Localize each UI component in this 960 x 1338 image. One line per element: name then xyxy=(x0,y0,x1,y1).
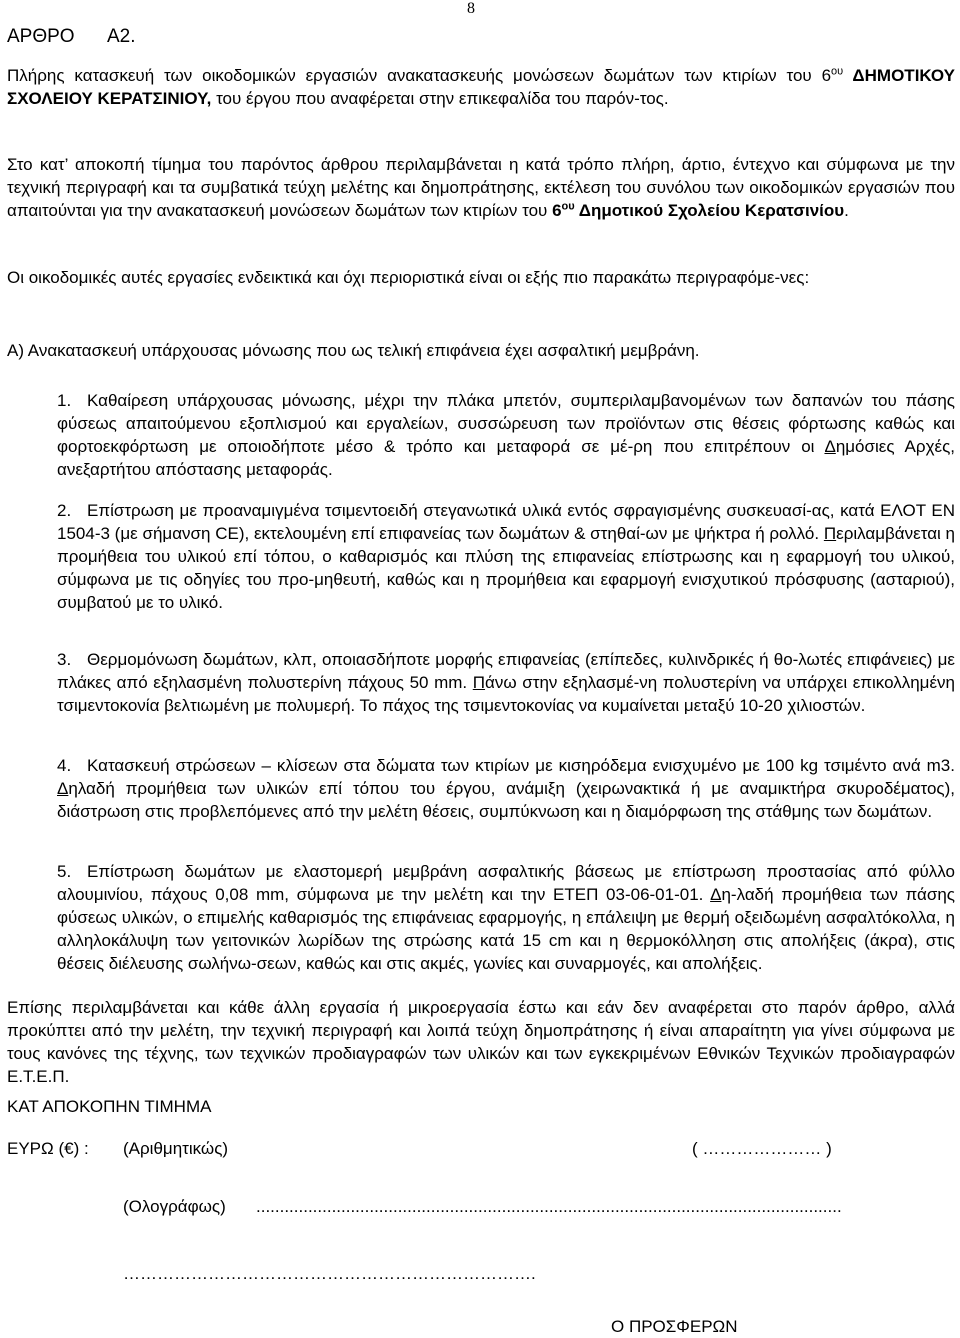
lump-sum-heading: ΚΑΤ ΑΠΟΚΟΠΗΝ ΤΙΜΗΜΑ xyxy=(7,1097,212,1116)
price-paragraph: Στο κατ’ αποκοπή τίμημα του παρόντος άρθρου περιλαμβάνεται η κατά τρόπο πλήρη, άρτιο, έντεχνο και σύμφωνα με την τεχνική περιγραφή και τα συμβατικά τεύχη μελέτης και δημοπράτησης, εκτέλεση του συνόλου των οικοδομικών εργασιών που απαιτούνται για την ανακατασκευή μονώσεων δωμάτων των κτιρίων του $6^{o\upsilon}$ Δημοτικού Σχολείου Κερατσινίου. xyxy=(7,155,955,220)
numeric-amount-field[interactable]: ( ………………… ) xyxy=(692,1139,832,1158)
title-paragraph: Πλήρης κατασκευή των οικοδομικών εργασιών ανακατασκευής μονώσεων δωμάτων των κτιρίων του $6^{o\upsilon}$ ΔΗΜΟΤΙΚΟΥ ΣΧΟΛΕΙΟΥ ΚΕΡΑΤΣΙΝΙΟΥ, του έργου που αναφέρεται στην επικεφαλίδα του παρόν-τος. xyxy=(7,65,956,108)
list-item: 3. Θερμομόνωση δωμάτων, κλπ, οποιασδήποτε μορφής επιφανείας (επίπεδες, κυλινδρικές ή θο-λωτές επιφάνειες) με πλάκες από εξηλασμένη πολυστερίνη πάχους 50 mm. Πάνω στην εξηλασμέ-νη πολυστερίνη να υπάρχει επικολλημένη τσιμεντοκονία βελτιωμένη με πολυμερή. Το πάχος της τσιμεντοκονίας να κυμαίνεται μεταξύ 10-20 χιλιοστών. xyxy=(57,650,956,715)
article-label: ΑΡΘΡΟ xyxy=(7,26,75,47)
dotted-line: ………………………………………………………………. xyxy=(123,1264,536,1283)
list-item: 1. Καθαίρεση υπάρχουσας μόνωσης, μέχρι την πλάκα μπετόν, συμπεριλαμβανομένων των δαπανών του πάσης φύσεως απαιτούμενου εξοπλισμού και εργαλείων, συσσώρευση των προϊόντων στις θέσεις φόρτωσης καθώς και φορτοεκφόρτωση με οποιοδήποτε μέσο & τρόπο και μεταφορά σε μέ-ρη που επιτρέπουν οι Δημόσιες Αρχές, ανεξαρτήτου απόστασης μεταφοράς. xyxy=(57,391,955,479)
words-amount-field[interactable]: ............................................................................................................................ xyxy=(256,1197,842,1216)
bidder-signature-label: Ο ΠΡΟΣΦΕΡΩΝ xyxy=(611,1317,738,1336)
article-header xyxy=(7,26,136,48)
words-label: (Ολογράφως) xyxy=(123,1197,226,1216)
page-number: 8 xyxy=(467,0,475,17)
list-item: 4. Κατασκευή στρώσεων – κλίσεων στα δώματα των κτιρίων με κισηρόδεμα ενισχυμένο με 100 kg τσιμέντο ανά m3. Δηλαδή προμήθεια των υλικών επί τόπου του έργου, ανάμιξη (χειρωνακτικά ή με αναμικτήρα σκυροδέματος), διάστρωση στις προβλεπόμενες από την μελέτη θέσεις, συμπύκνωση και η διαμόρφωση της στάθμης των δωμάτων. xyxy=(57,756,955,821)
list-item: 2. Επίστρωση με προαναμιγμένα τσιμεντοειδή στεγανωτικά υλικά εντός σφραγισμένης συσκευασί-ας, κατά ΕΛΟΤ ΕΝ 1504-3 (με σήμανση CE), εκτελουμένη επί επιφανείας των δωμάτων & στηθαί-ων με ψήκτρα ή ρολλό. Περιλαμβάνεται η προμήθεια του υλικού επί τόπου, ο καθαρισμός και πλύση της επιφανείας επίστρωσης και η εφαρμογή του υλικού, σύμφωνα με τις οδηγίες του προ-μηθευτή, καθώς και η προμήθεια και εφαρμογή ενισχυτικού πρόσφυσης (ασταριού), συμβατού με το υλικό. xyxy=(57,501,955,612)
article-code: Α2. xyxy=(107,26,136,47)
indicative-paragraph: Οι οικοδομικές αυτές εργασίες ενδεικτικά και όχι περιοριστικά είναι οι εξής πιο παρακάτω περιγραφόμε-νες: xyxy=(7,268,810,287)
numeric-label: (Αριθμητικώς) xyxy=(123,1139,229,1158)
also-included-paragraph: Επίσης περιλαμβάνεται και κάθε άλλη εργασία ή μικροεργασία έστω και εάν δεν αναφέρεται στο παρόν άρθρο, αλλά προκύπτει από την μελέτη, την τεχνική περιγραφή και λοιπά τεύχη δημοπράτησης ή είναι απαραίτητη για γίνει σύμφωνα με τους κανόνες της τέχνης, των τεχνικών προδιαγραφών των υλικών και των εγκεκριμένων Εθνικών Τεχνικών προδιαγραφών Ε.Τ.Ε.Π. xyxy=(7,998,955,1086)
list-item: 5. Επίστρωση δωμάτων με ελαστομερή μεμβράνη ασφαλτικής βάσεως με επίστρωση προστασίας από φύλλο αλουμινίου, πάχους 0,08 mm, σύμφωνα με την μελέτη και την ΕΤΕΠ 03-06-01-01. Δη-λαδή προμήθεια των πάσης φύσεως υλικών, ο επιμελής καθαρισμός της επιφάνειας εφαρμογής, η επάλειψη με θερμή οξειδωμένη ασφαλτόκολλα, η αλληλοκάλυψη των γειτονικών λωρίδων της στρώσης κατά 15 cm και η θερμοκόλληση στις απολήξεις (άκρα), στις θέσεις διέλευσης σωλήνω-σεων, καθώς και στις ακμές, γωνίες και συναρμογές, και απολήξεις. xyxy=(57,862,955,973)
section-a-heading: Α) Ανακατασκευή υπάρχουσας μόνωσης που ως τελική επιφάνεια έχει ασφαλτική μεμβράνη. xyxy=(7,341,700,360)
euro-label: ΕΥΡΩ (€) : xyxy=(7,1139,89,1158)
